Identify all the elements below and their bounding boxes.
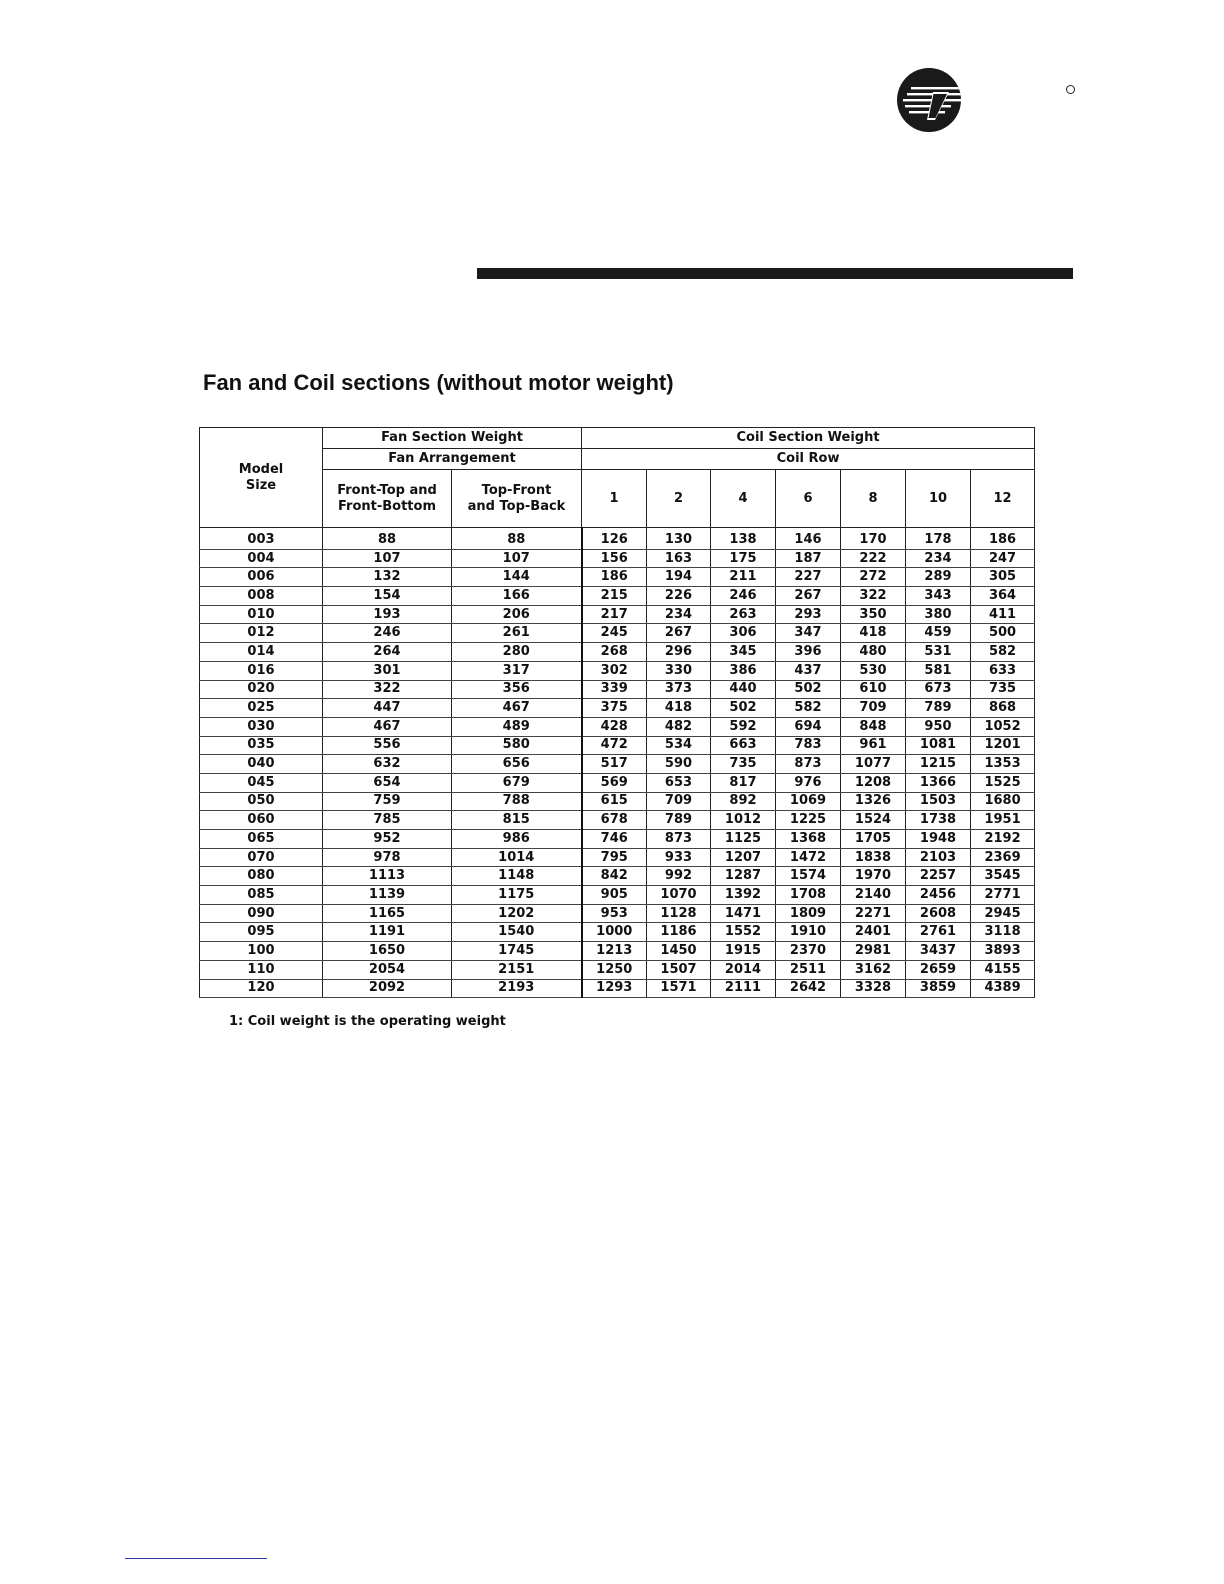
weight-cell: 1838 [841,848,906,867]
weight-cell: 783 [776,736,841,755]
weight-cell: 2945 [971,904,1035,923]
weight-cell: 347 [776,624,841,643]
weight-cell: 247 [971,549,1035,568]
weight-cell: 1708 [776,886,841,905]
model-size-cell: 008 [200,587,323,606]
table-row [200,867,1035,886]
weight-cell: 322 [841,587,906,606]
weight-cell: 375 [582,699,647,718]
weight-cell: 217 [582,605,647,624]
weight-cell: 961 [841,736,906,755]
table-row [200,923,1035,942]
table-row [200,942,1035,961]
model-size-cell: 004 [200,549,323,568]
weight-cell: 418 [647,699,711,718]
weight-cell: 1139 [323,886,452,905]
weight-cell: 848 [841,717,906,736]
weight-cell: 868 [971,699,1035,718]
weight-cell: 306 [711,624,776,643]
table-row [200,773,1035,792]
weight-cell: 978 [323,848,452,867]
weight-cell: 873 [776,755,841,774]
weight-cell: 373 [647,680,711,699]
weight-cell: 215 [582,587,647,606]
weight-cell: 418 [841,624,906,643]
weight-cell: 227 [776,568,841,587]
weight-cell: 364 [971,587,1035,606]
weight-cell: 1293 [582,979,647,998]
weight-cell: 186 [971,528,1035,550]
weight-cell: 411 [971,605,1035,624]
weight-cell: 1507 [647,960,711,979]
weight-cell: 1070 [647,886,711,905]
weight-cell: 163 [647,549,711,568]
weight-cell: 138 [711,528,776,550]
weight-cell: 144 [452,568,582,587]
model-size-cell: 085 [200,886,323,905]
weight-cell: 343 [906,587,971,606]
weight-cell: 2456 [906,886,971,905]
weight-cell: 582 [971,643,1035,662]
weight-cell: 3893 [971,942,1035,961]
weight-cell: 3328 [841,979,906,998]
weight-cell: 1012 [711,811,776,830]
weight-cell: 502 [776,680,841,699]
fan-section-header: Fan Section Weight [323,428,582,449]
weight-cell: 480 [841,643,906,662]
table-row [200,680,1035,699]
weight-cell: 261 [452,624,582,643]
weight-cell: 2761 [906,923,971,942]
weight-cell: 345 [711,643,776,662]
weight-cell: 186 [582,568,647,587]
weight-cell: 339 [582,680,647,699]
weight-cell: 2111 [711,979,776,998]
coil-row-column-header: 6 [776,470,841,528]
footer-link-underline [125,1558,267,1559]
weight-cell: 1392 [711,886,776,905]
weight-cell: 4155 [971,960,1035,979]
weight-cell: 2642 [776,979,841,998]
weight-cell: 1202 [452,904,582,923]
weight-cell: 735 [971,680,1035,699]
weight-cell: 656 [452,755,582,774]
weight-cell: 467 [323,717,452,736]
weight-cell: 226 [647,587,711,606]
model-size-cell: 065 [200,830,323,849]
weight-cell: 2369 [971,848,1035,867]
table-row [200,979,1035,998]
weight-cell: 580 [452,736,582,755]
weight-cell: 272 [841,568,906,587]
weight-cell: 1809 [776,904,841,923]
weight-cell: 633 [971,661,1035,680]
weight-cell: 1186 [647,923,711,942]
weight-cell: 267 [776,587,841,606]
weight-cell: 592 [711,717,776,736]
fan-arrangement-column-header: Front-Top and Front-Bottom [323,470,452,528]
weight-cell: 1525 [971,773,1035,792]
weight-cell: 305 [971,568,1035,587]
model-size-cell: 010 [200,605,323,624]
weight-cell: 590 [647,755,711,774]
weight-cell: 268 [582,643,647,662]
weight-cell: 293 [776,605,841,624]
model-size-cell: 090 [200,904,323,923]
weight-cell: 795 [582,848,647,867]
weight-cell: 2981 [841,942,906,961]
table-row [200,624,1035,643]
weight-cell: 467 [452,699,582,718]
weight-cell: 2511 [776,960,841,979]
weight-cell: 905 [582,886,647,905]
table-row [200,643,1035,662]
table-row [200,699,1035,718]
weight-cell: 428 [582,717,647,736]
weights-table [199,427,1035,998]
weight-cell: 175 [711,549,776,568]
weight-cell: 2659 [906,960,971,979]
weight-cell: 2193 [452,979,582,998]
weight-cell: 156 [582,549,647,568]
coil-row-column-header: 8 [841,470,906,528]
weight-cell: 1745 [452,942,582,961]
weight-cell: 302 [582,661,647,680]
table-row [200,736,1035,755]
weight-cell: 582 [776,699,841,718]
weight-cell: 709 [647,792,711,811]
model-size-header: Model Size [200,428,323,528]
weight-cell: 263 [711,605,776,624]
weight-cell: 2370 [776,942,841,961]
weight-cell: 1148 [452,867,582,886]
coil-row-column-header: 2 [647,470,711,528]
model-size-cell: 003 [200,528,323,550]
weight-cell: 892 [711,792,776,811]
weight-cell: 264 [323,643,452,662]
weight-cell: 234 [647,605,711,624]
weight-cell: 3118 [971,923,1035,942]
model-size-cell: 030 [200,717,323,736]
weight-cell: 502 [711,699,776,718]
weight-cell: 107 [323,549,452,568]
model-size-cell: 016 [200,661,323,680]
weight-cell: 289 [906,568,971,587]
weight-cell: 1915 [711,942,776,961]
weight-cell: 530 [841,661,906,680]
weight-cell: 246 [323,624,452,643]
weight-cell: 1540 [452,923,582,942]
weight-cell: 673 [906,680,971,699]
table-row [200,792,1035,811]
weight-cell: 1113 [323,867,452,886]
model-size-cell: 006 [200,568,323,587]
weight-cell: 267 [647,624,711,643]
weight-cell: 4389 [971,979,1035,998]
weight-cell: 1571 [647,979,711,998]
weight-cell: 1014 [452,848,582,867]
weight-cell: 1250 [582,960,647,979]
weight-cell: 789 [906,699,971,718]
weight-cell: 500 [971,624,1035,643]
model-size-cell: 045 [200,773,323,792]
weight-cell: 166 [452,587,582,606]
weight-cell: 678 [582,811,647,830]
weight-cell: 2608 [906,904,971,923]
table-row [200,848,1035,867]
weight-cell: 2014 [711,960,776,979]
fan-arrangement-header: Fan Arrangement [323,449,582,470]
model-size-cell: 050 [200,792,323,811]
weight-cell: 245 [582,624,647,643]
coil-row-column-header: 12 [971,470,1035,528]
weight-cell: 356 [452,680,582,699]
weight-cell: 1951 [971,811,1035,830]
model-size-cell: 095 [200,923,323,942]
weight-cell: 322 [323,680,452,699]
weight-cell: 2092 [323,979,452,998]
weight-cell: 1125 [711,830,776,849]
weight-cell: 789 [647,811,711,830]
model-size-cell: 120 [200,979,323,998]
weight-cell: 610 [841,680,906,699]
weight-cell: 132 [323,568,452,587]
model-size-cell: 020 [200,680,323,699]
weight-cell: 1948 [906,830,971,849]
weight-cell: 1705 [841,830,906,849]
weight-cell: 1069 [776,792,841,811]
weight-cell: 663 [711,736,776,755]
weight-cell: 746 [582,830,647,849]
weight-cell: 1326 [841,792,906,811]
weight-cell: 1208 [841,773,906,792]
weight-cell: 330 [647,661,711,680]
footnote: 1: Coil weight is the operating weight [229,1014,506,1029]
weight-cell: 986 [452,830,582,849]
model-size-cell: 070 [200,848,323,867]
table-row [200,661,1035,680]
weight-cell: 976 [776,773,841,792]
weight-cell: 1000 [582,923,647,942]
weight-cell: 482 [647,717,711,736]
weight-cell: 1524 [841,811,906,830]
weight-cell: 2771 [971,886,1035,905]
weight-cell: 615 [582,792,647,811]
weight-cell: 785 [323,811,452,830]
weight-cell: 654 [323,773,452,792]
model-size-cell: 025 [200,699,323,718]
weight-cell: 517 [582,755,647,774]
weight-cell: 1225 [776,811,841,830]
weight-cell: 350 [841,605,906,624]
weight-cell: 1052 [971,717,1035,736]
weight-cell: 569 [582,773,647,792]
weight-cell: 447 [323,699,452,718]
model-size-cell: 040 [200,755,323,774]
weight-cell: 107 [452,549,582,568]
table-row [200,717,1035,736]
weight-cell: 154 [323,587,452,606]
weight-cell: 1552 [711,923,776,942]
weight-cell: 1201 [971,736,1035,755]
weight-cell: 206 [452,605,582,624]
weight-cell: 534 [647,736,711,755]
weight-cell: 1215 [906,755,971,774]
weight-cell: 3437 [906,942,971,961]
weight-cell: 380 [906,605,971,624]
model-size-cell: 060 [200,811,323,830]
weight-cell: 3162 [841,960,906,979]
weight-cell: 88 [452,528,582,550]
weight-cell: 211 [711,568,776,587]
weight-cell: 193 [323,605,452,624]
weight-cell: 1175 [452,886,582,905]
weight-cell: 679 [452,773,582,792]
weight-cell: 2401 [841,923,906,942]
weight-cell: 694 [776,717,841,736]
table-row [200,605,1035,624]
weight-cell: 246 [711,587,776,606]
weight-cell: 1574 [776,867,841,886]
weight-cell: 222 [841,549,906,568]
table-row [200,811,1035,830]
weight-cell: 194 [647,568,711,587]
weight-cell: 2103 [906,848,971,867]
weight-cell: 1503 [906,792,971,811]
table-row [200,830,1035,849]
weight-cell: 1970 [841,867,906,886]
coil-row-column-header: 10 [906,470,971,528]
weight-cell: 170 [841,528,906,550]
weight-cell: 1450 [647,942,711,961]
weight-cell: 187 [776,549,841,568]
section-title: Fan and Coil sections (without motor weight) [203,370,674,395]
weight-cell: 581 [906,661,971,680]
weight-cell: 1077 [841,755,906,774]
weight-cell: 531 [906,643,971,662]
weight-cell: 2257 [906,867,971,886]
registered-mark-icon [1066,85,1075,94]
weight-cell: 1472 [776,848,841,867]
weight-cell: 788 [452,792,582,811]
table-row [200,960,1035,979]
weight-cell: 2140 [841,886,906,905]
weight-cell: 735 [711,755,776,774]
weight-cell: 1910 [776,923,841,942]
model-size-cell: 014 [200,643,323,662]
weight-cell: 1287 [711,867,776,886]
weight-cell: 1368 [776,830,841,849]
weight-cell: 459 [906,624,971,643]
model-size-cell: 012 [200,624,323,643]
brand-logo-icon [897,68,961,132]
weight-cell: 1128 [647,904,711,923]
weight-cell: 440 [711,680,776,699]
weight-cell: 992 [647,867,711,886]
weight-cell: 489 [452,717,582,736]
weight-cell: 873 [647,830,711,849]
weight-cell: 472 [582,736,647,755]
model-size-cell: 035 [200,736,323,755]
weight-cell: 950 [906,717,971,736]
weight-cell: 146 [776,528,841,550]
weight-cell: 952 [323,830,452,849]
table-row [200,587,1035,606]
model-size-cell: 110 [200,960,323,979]
weight-cell: 842 [582,867,647,886]
weight-cell: 1366 [906,773,971,792]
weight-cell: 234 [906,549,971,568]
table-row [200,528,1035,550]
weight-cell: 1191 [323,923,452,942]
weight-cell: 632 [323,755,452,774]
weight-cell: 1650 [323,942,452,961]
weight-cell: 280 [452,643,582,662]
weight-cell: 296 [647,643,711,662]
weight-cell: 437 [776,661,841,680]
coil-row-header: Coil Row [582,449,1035,470]
weight-cell: 178 [906,528,971,550]
weight-cell: 1165 [323,904,452,923]
weight-cell: 3859 [906,979,971,998]
weight-cell: 301 [323,661,452,680]
weight-cell: 130 [647,528,711,550]
weight-cell: 3545 [971,867,1035,886]
weight-cell: 396 [776,643,841,662]
weight-cell: 709 [841,699,906,718]
weight-cell: 759 [323,792,452,811]
coil-section-header: Coil Section Weight [582,428,1035,449]
weight-cell: 817 [711,773,776,792]
weight-cell: 1680 [971,792,1035,811]
weight-cell: 2192 [971,830,1035,849]
table-row [200,755,1035,774]
weight-cell: 2271 [841,904,906,923]
table-row [200,904,1035,923]
model-size-cell: 100 [200,942,323,961]
weight-cell: 556 [323,736,452,755]
coil-row-column-header: 4 [711,470,776,528]
coil-row-column-header: 1 [582,470,647,528]
model-size-cell: 080 [200,867,323,886]
fan-arrangement-column-header: Top-Front and Top-Back [452,470,582,528]
weight-cell: 1213 [582,942,647,961]
weight-cell: 1353 [971,755,1035,774]
weight-cell: 1081 [906,736,971,755]
table-row [200,568,1035,587]
weight-cell: 653 [647,773,711,792]
weight-cell: 2151 [452,960,582,979]
weight-cell: 953 [582,904,647,923]
weight-cell: 126 [582,528,647,550]
header-rule [477,268,1073,279]
weight-cell: 1471 [711,904,776,923]
weight-cell: 815 [452,811,582,830]
weight-cell: 386 [711,661,776,680]
weight-cell: 1207 [711,848,776,867]
weight-cell: 1738 [906,811,971,830]
weight-cell: 317 [452,661,582,680]
weight-cell: 88 [323,528,452,550]
weight-cell: 2054 [323,960,452,979]
weight-cell: 933 [647,848,711,867]
table-row [200,886,1035,905]
table-row [200,549,1035,568]
